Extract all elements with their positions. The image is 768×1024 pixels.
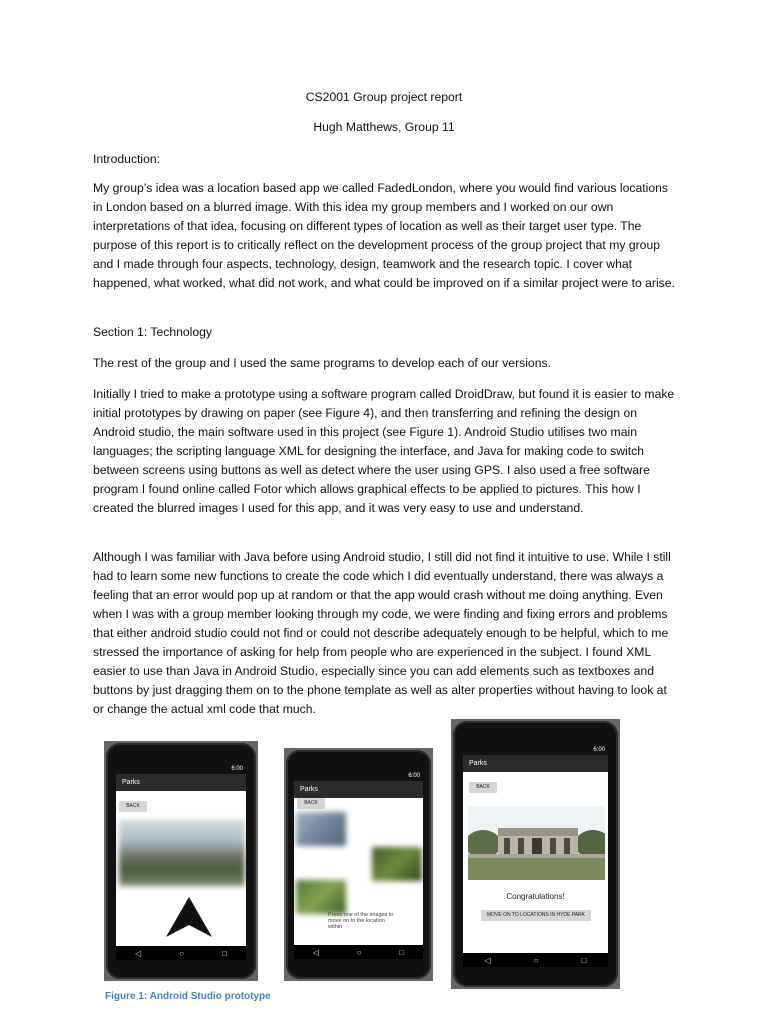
move-on-button[interactable]: MOVE ON TO LOCATIONS IN HYDE PARK <box>481 910 591 921</box>
intro-paragraph: My group’s idea was a location based app we called FadedLondon, where you would find various locations in London based on a blurred image. With this idea my group members and I worked on our own interpretations of that idea, focusing on different types of location as well as their target user type. The purpose of this report is to critically reflect on the development process of the group project that my group and I made through four aspects, technology, design, teamwork and the research topic. I cover what happened, what worked, what did not work, and what could be improved on if a similar project were to arise. <box>93 181 675 290</box>
home-nav-icon[interactable]: ○ <box>356 947 362 957</box>
status-bar <box>294 772 423 781</box>
phone-2-screen <box>294 772 423 959</box>
back-nav-icon[interactable]: ◁ <box>135 948 142 958</box>
nav-bar <box>294 945 423 959</box>
figure-caption: Figure 1: Android Studio prototype <box>105 991 271 1002</box>
recents-nav-icon[interactable]: □ <box>581 955 587 965</box>
phone-3-screen <box>463 746 608 967</box>
recents-nav-icon[interactable]: □ <box>399 947 405 957</box>
phone-2 <box>286 750 431 979</box>
app-bar-title: Parks <box>463 755 608 772</box>
status-bar <box>116 765 246 774</box>
blurred-image-1[interactable] <box>296 812 346 846</box>
phone-1 <box>106 743 256 979</box>
nav-bar <box>116 946 246 960</box>
blurred-location-image <box>119 820 245 886</box>
nav-bar <box>463 953 608 967</box>
phone-1-screen <box>116 765 246 960</box>
intro-heading: Introduction: <box>93 152 161 166</box>
status-time: 6:00 <box>593 747 605 753</box>
section1-paragraph-2: Initially I tried to make a prototype using a software program called DroidDraw, but found it is easier to make initial prototypes by drawing on paper (see Figure 4), and then transferring and refining the design on Android studio, the main software used in this project (see Figure 1). Android Studio utilises two main languages; the scripting language XML for designing the interface, and Java for making code to switch between screens using buttons as well as detect where the user using GPS. I also used a free software program I found online called Fotor which allows graphical effects to be applied to pictures. This how I created the blurred images I used for this app, and it was very easy to use and understand. <box>93 387 675 515</box>
blurred-image-2[interactable] <box>372 847 422 881</box>
congrats-text: Congratulations! <box>506 892 565 901</box>
hint-text: Press one of the images to move on to the location within <box>328 912 394 930</box>
recents-nav-icon[interactable]: □ <box>222 948 227 958</box>
status-bar <box>463 746 608 755</box>
report-title: CS2001 Group project report <box>305 90 463 104</box>
location-photo <box>468 806 605 880</box>
section1-heading: Section 1: Technology <box>93 325 213 339</box>
status-time: 6:00 <box>231 766 243 772</box>
app-bar-title: Parks <box>294 781 423 798</box>
back-button[interactable]: BACK <box>119 801 147 812</box>
app-bar-title: Parks <box>116 774 246 791</box>
home-nav-icon[interactable]: ○ <box>179 948 185 958</box>
section1-paragraph-3: Although I was familiar with Java before using Android studio, I still did not find it intuitive to use. While I still had to learn some new functions to create the code which I did eventually understand, there was always a feeling that an error would pop up at random or that the app would crash without me doing anything. Even when I was with a group member looking through my code, we were finding and fixing errors and problems that either android studio could not find or could not describe adequately enough to be helpful, which to me stressed the importance of asking for help from people who are experienced in the subject. I found XML easier to use than Java in Android Studio, especially since you can add elements such as textboxes and buttons by just dragging them on to the phone template as well as alter properties without having to look at or change the actual xml code that much. <box>93 550 671 716</box>
back-button[interactable]: BACK <box>297 798 325 809</box>
back-nav-icon[interactable]: ◁ <box>484 955 491 965</box>
home-nav-icon[interactable]: ○ <box>533 955 539 965</box>
status-time: 6:00 <box>408 773 420 779</box>
report-author: Hugh Matthews, Group 11 <box>313 120 455 134</box>
arrow-up-icon <box>164 895 214 939</box>
back-nav-icon[interactable]: ◁ <box>312 947 320 957</box>
phone-3 <box>453 721 618 987</box>
back-button[interactable]: BACK <box>469 782 497 793</box>
blurred-image-3[interactable] <box>296 880 346 914</box>
section1-paragraph-1: The rest of the group and I used the same programs to develop each of our versions. <box>93 356 551 370</box>
